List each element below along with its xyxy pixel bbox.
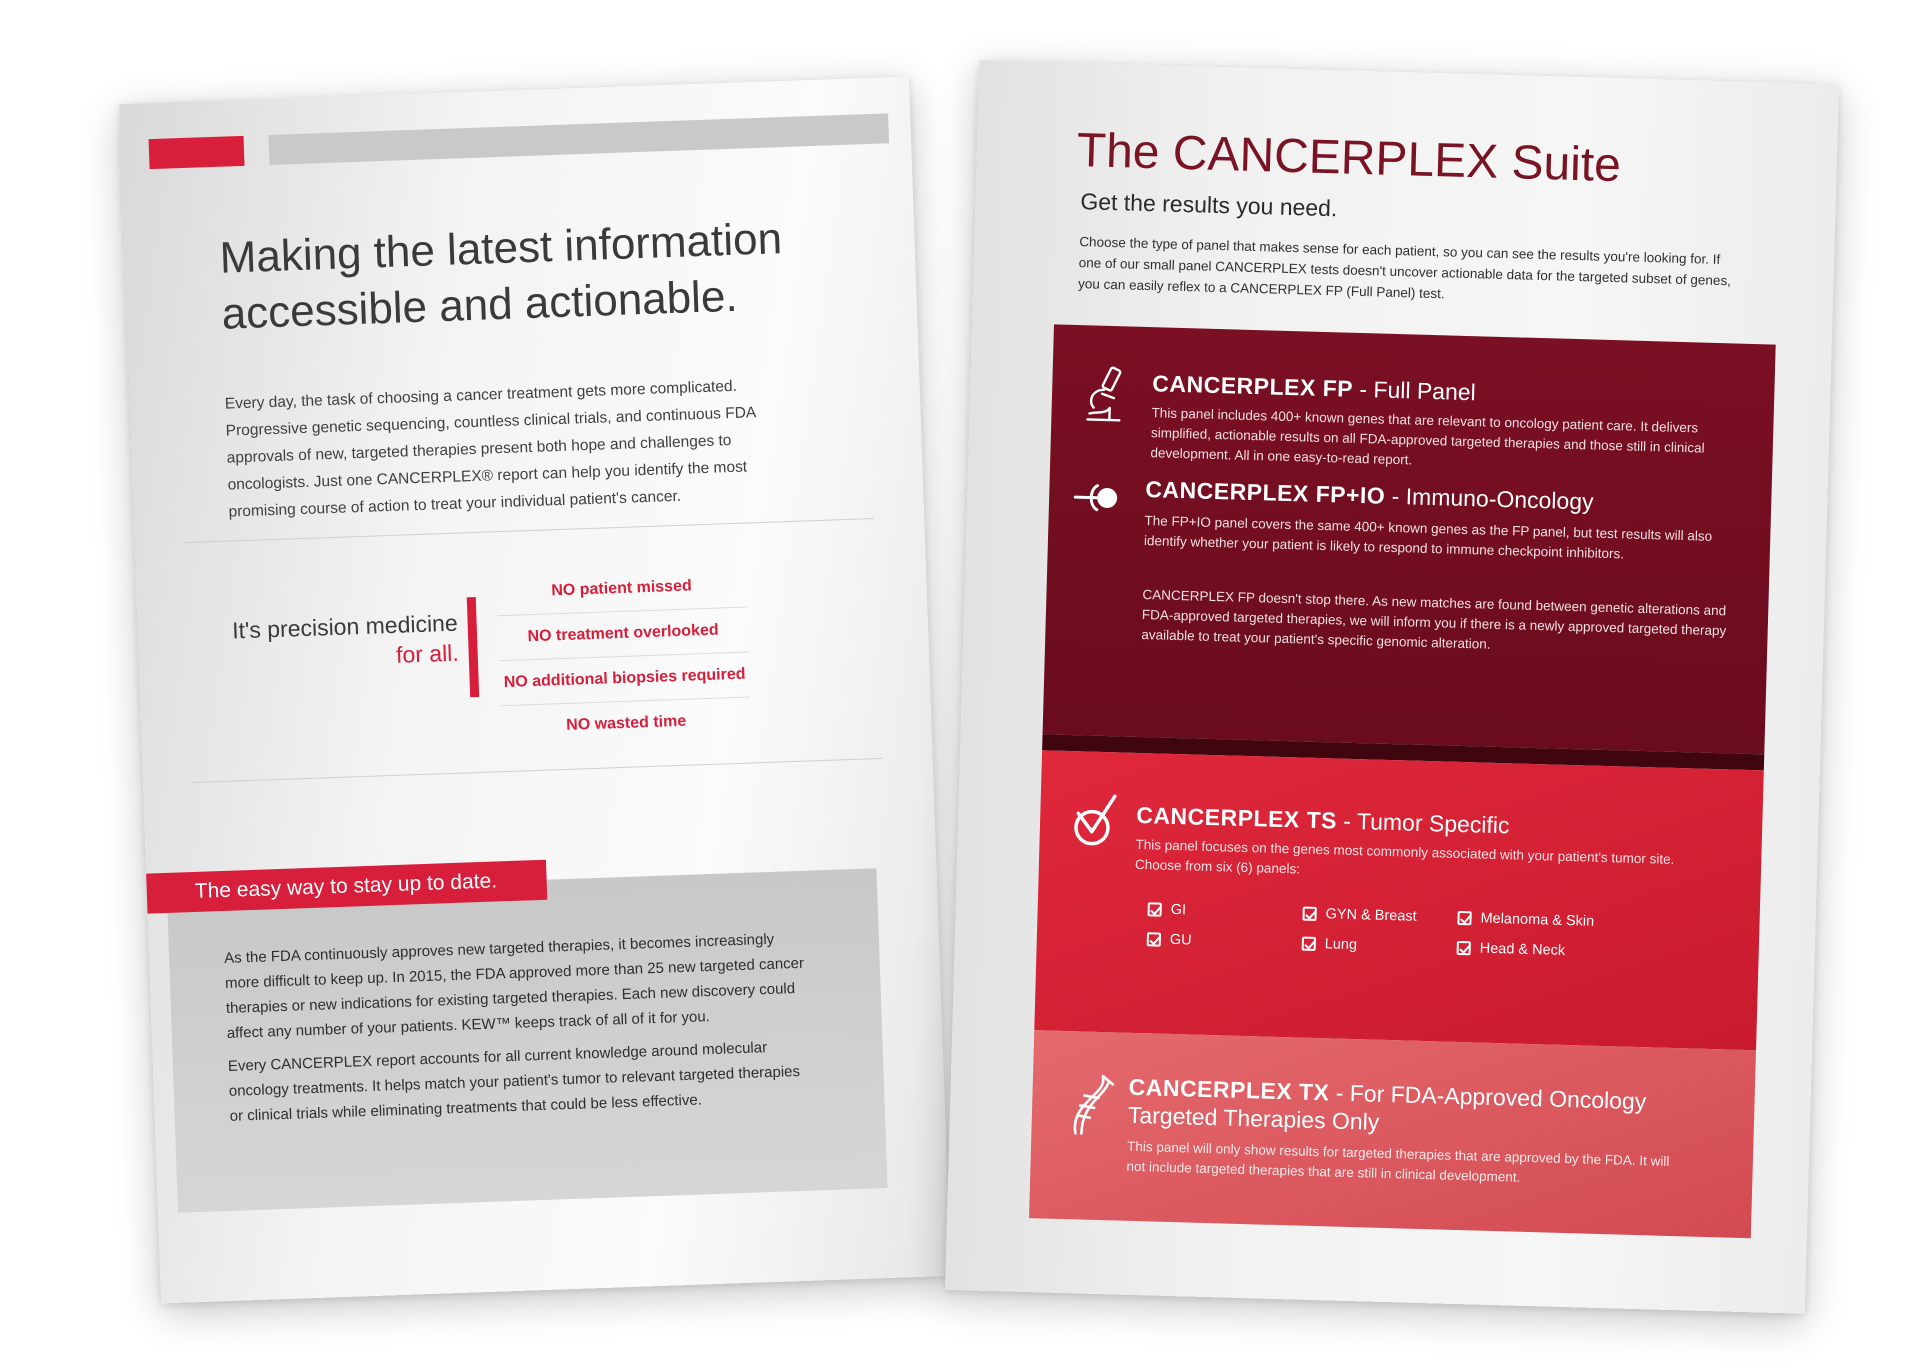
precision-statement	[227, 608, 459, 676]
checkbox-icon	[1147, 932, 1161, 946]
checkbox-icon	[1457, 911, 1471, 925]
ts-panel-label: Lung	[1324, 936, 1358, 954]
ts-panel-item	[1302, 906, 1416, 925]
checkbox-icon	[1302, 907, 1316, 921]
page-intro: Choose the type of panel that makes sense for each patient, so you can see the results you're looking for. If one of our small panel CANCERPLEX tests doesn't uncover actionable data for the targeted subset of genes, you can easily reflex to a CANCERPLEX FP (Full Panel) test.	[1077, 234, 1732, 302]
easy-banner: The easy way to stay up to date.	[146, 860, 547, 914]
ts-panel-label: GI	[1170, 901, 1187, 919]
fp-note: CANCERPLEX FP doesn't stop there. As new matches are found between genetic alterations and FDA-approved targeted therapies, we will inform you if there is a newly approved targeted therapy available to treat your patient's specific genomic alteration.	[1141, 587, 1727, 652]
fp-separator: -	[1352, 375, 1374, 403]
ts-panels-grid	[1148, 901, 1668, 959]
ts-body: This panel focuses on the genes most commonly associated with your patient's tumor site. Choose from six (6) panels:	[1134, 836, 1675, 877]
ts-panel-item	[1147, 931, 1192, 948]
ts-panel-item	[1457, 940, 1566, 959]
tx-title	[1128, 1073, 1729, 1146]
fpio-separator: -	[1384, 482, 1407, 510]
panel-tx	[1029, 1030, 1756, 1238]
fp-desc: Full Panel	[1373, 376, 1477, 406]
left-intro-paragraph: Every day, the task of choosing a cancer treatment gets more complicated. Progressive genetic sequencing, countless clinical trials, and continuous FDA approvals of new, targeted therapies present both hope and challenges to oncologists. Just one CANCERPLEX® report can help you identify the most promising course of action to treat your individual patient's cancer.	[224, 377, 756, 521]
dna-icon	[1061, 1073, 1119, 1139]
easy-text	[224, 926, 810, 1137]
fpio-body: The FP+IO panel covers the same 400+ known genes as the FP panel, but test results will also identify whether your patient is likely to respond to immune checkpoint inhibitors.	[1143, 513, 1713, 562]
ts-desc: Tumor Specific	[1356, 808, 1510, 839]
checkbox-icon	[1457, 941, 1471, 955]
checkmark-circle-icon	[1067, 787, 1125, 853]
red-tab-decoration	[149, 136, 245, 169]
no-list-item: NO patient missed	[496, 563, 747, 617]
precision-line-2: for all.	[395, 639, 460, 668]
microscope-icon	[1079, 363, 1137, 429]
page-subtitle: Get the results you need.	[1080, 188, 1338, 222]
divider-bottom	[193, 758, 883, 783]
left-page	[119, 77, 950, 1304]
panel-fp	[1043, 324, 1776, 754]
fpio-name: CANCERPLEX FP+IO	[1145, 476, 1386, 509]
left-headline: Making the latest information accessible and actionable.	[218, 214, 783, 339]
tx-desc-2: Targeted Therapies Only	[1127, 1101, 1380, 1135]
ts-panel-item	[1457, 910, 1594, 930]
panel-ts	[1034, 750, 1764, 1050]
fpio-desc: Immuno-Oncology	[1405, 483, 1594, 515]
right-page	[945, 60, 1839, 1314]
no-list	[496, 563, 752, 751]
ts-separator: -	[1336, 807, 1358, 835]
fp-body: This panel includes 400+ known genes that are relevant to oncology patient care. It delivers simplified, actionable results on all FDA-approved targeted therapies and those still in clinical development. All in one easy-to-read report.	[1150, 405, 1705, 468]
antibody-icon	[1070, 465, 1128, 531]
ts-name: CANCERPLEX TS	[1135, 801, 1338, 834]
ts-panel-label: GU	[1169, 931, 1192, 949]
ts-panel-item	[1302, 936, 1358, 954]
page-title: The CANCERPLEX Suite	[1076, 124, 1622, 193]
tx-desc: For FDA-Approved Oncology	[1349, 1079, 1647, 1115]
no-list-item: NO wasted time	[565, 712, 687, 734]
no-list-item: NO additional biopsies required	[499, 653, 750, 707]
ts-title	[1136, 801, 1510, 839]
tx-separator: -	[1329, 1079, 1351, 1106]
tx-body: This panel will only show results for targeted therapies that are approved by the FDA. It will not include targeted therapies that are still in clinical development.	[1126, 1138, 1670, 1185]
ts-panel-item	[1147, 901, 1186, 918]
easy-paragraph: As the FDA continuously approves new targeted therapies, it becomes increasingly more difficult to keep up. In 2015, the FDA approved more than 25 new targeted cancer therapies or new indications for existing targeted therapies. Each new discovery could affect any number of your patients. KEW™ keeps track of all of it for you.	[223, 930, 805, 1042]
easy-paragraph: Every CANCERPLEX report accounts for all current knowledge around molecular oncology treatments. It helps match your patient's tumor to relevant targeted therapies or clinical trials while eliminating treatments that could be less effective.	[227, 1039, 801, 1125]
ts-panel-label: Head & Neck	[1479, 940, 1566, 959]
precision-line-1: It's precision medicine	[231, 609, 459, 644]
fpio-title	[1145, 475, 1594, 516]
precision-accent-bar	[467, 597, 479, 697]
ts-panel-label: GYN & Breast	[1325, 906, 1417, 925]
tx-name: CANCERPLEX TX	[1128, 1073, 1330, 1106]
ts-panel-label: Melanoma & Skin	[1480, 910, 1595, 930]
checkbox-icon	[1148, 902, 1162, 916]
fp-title	[1152, 369, 1476, 406]
fp-name: CANCERPLEX FP	[1152, 370, 1354, 402]
checkbox-icon	[1302, 937, 1316, 951]
grey-tab-decoration	[268, 113, 889, 165]
no-list-item: NO treatment overlooked	[497, 608, 748, 662]
